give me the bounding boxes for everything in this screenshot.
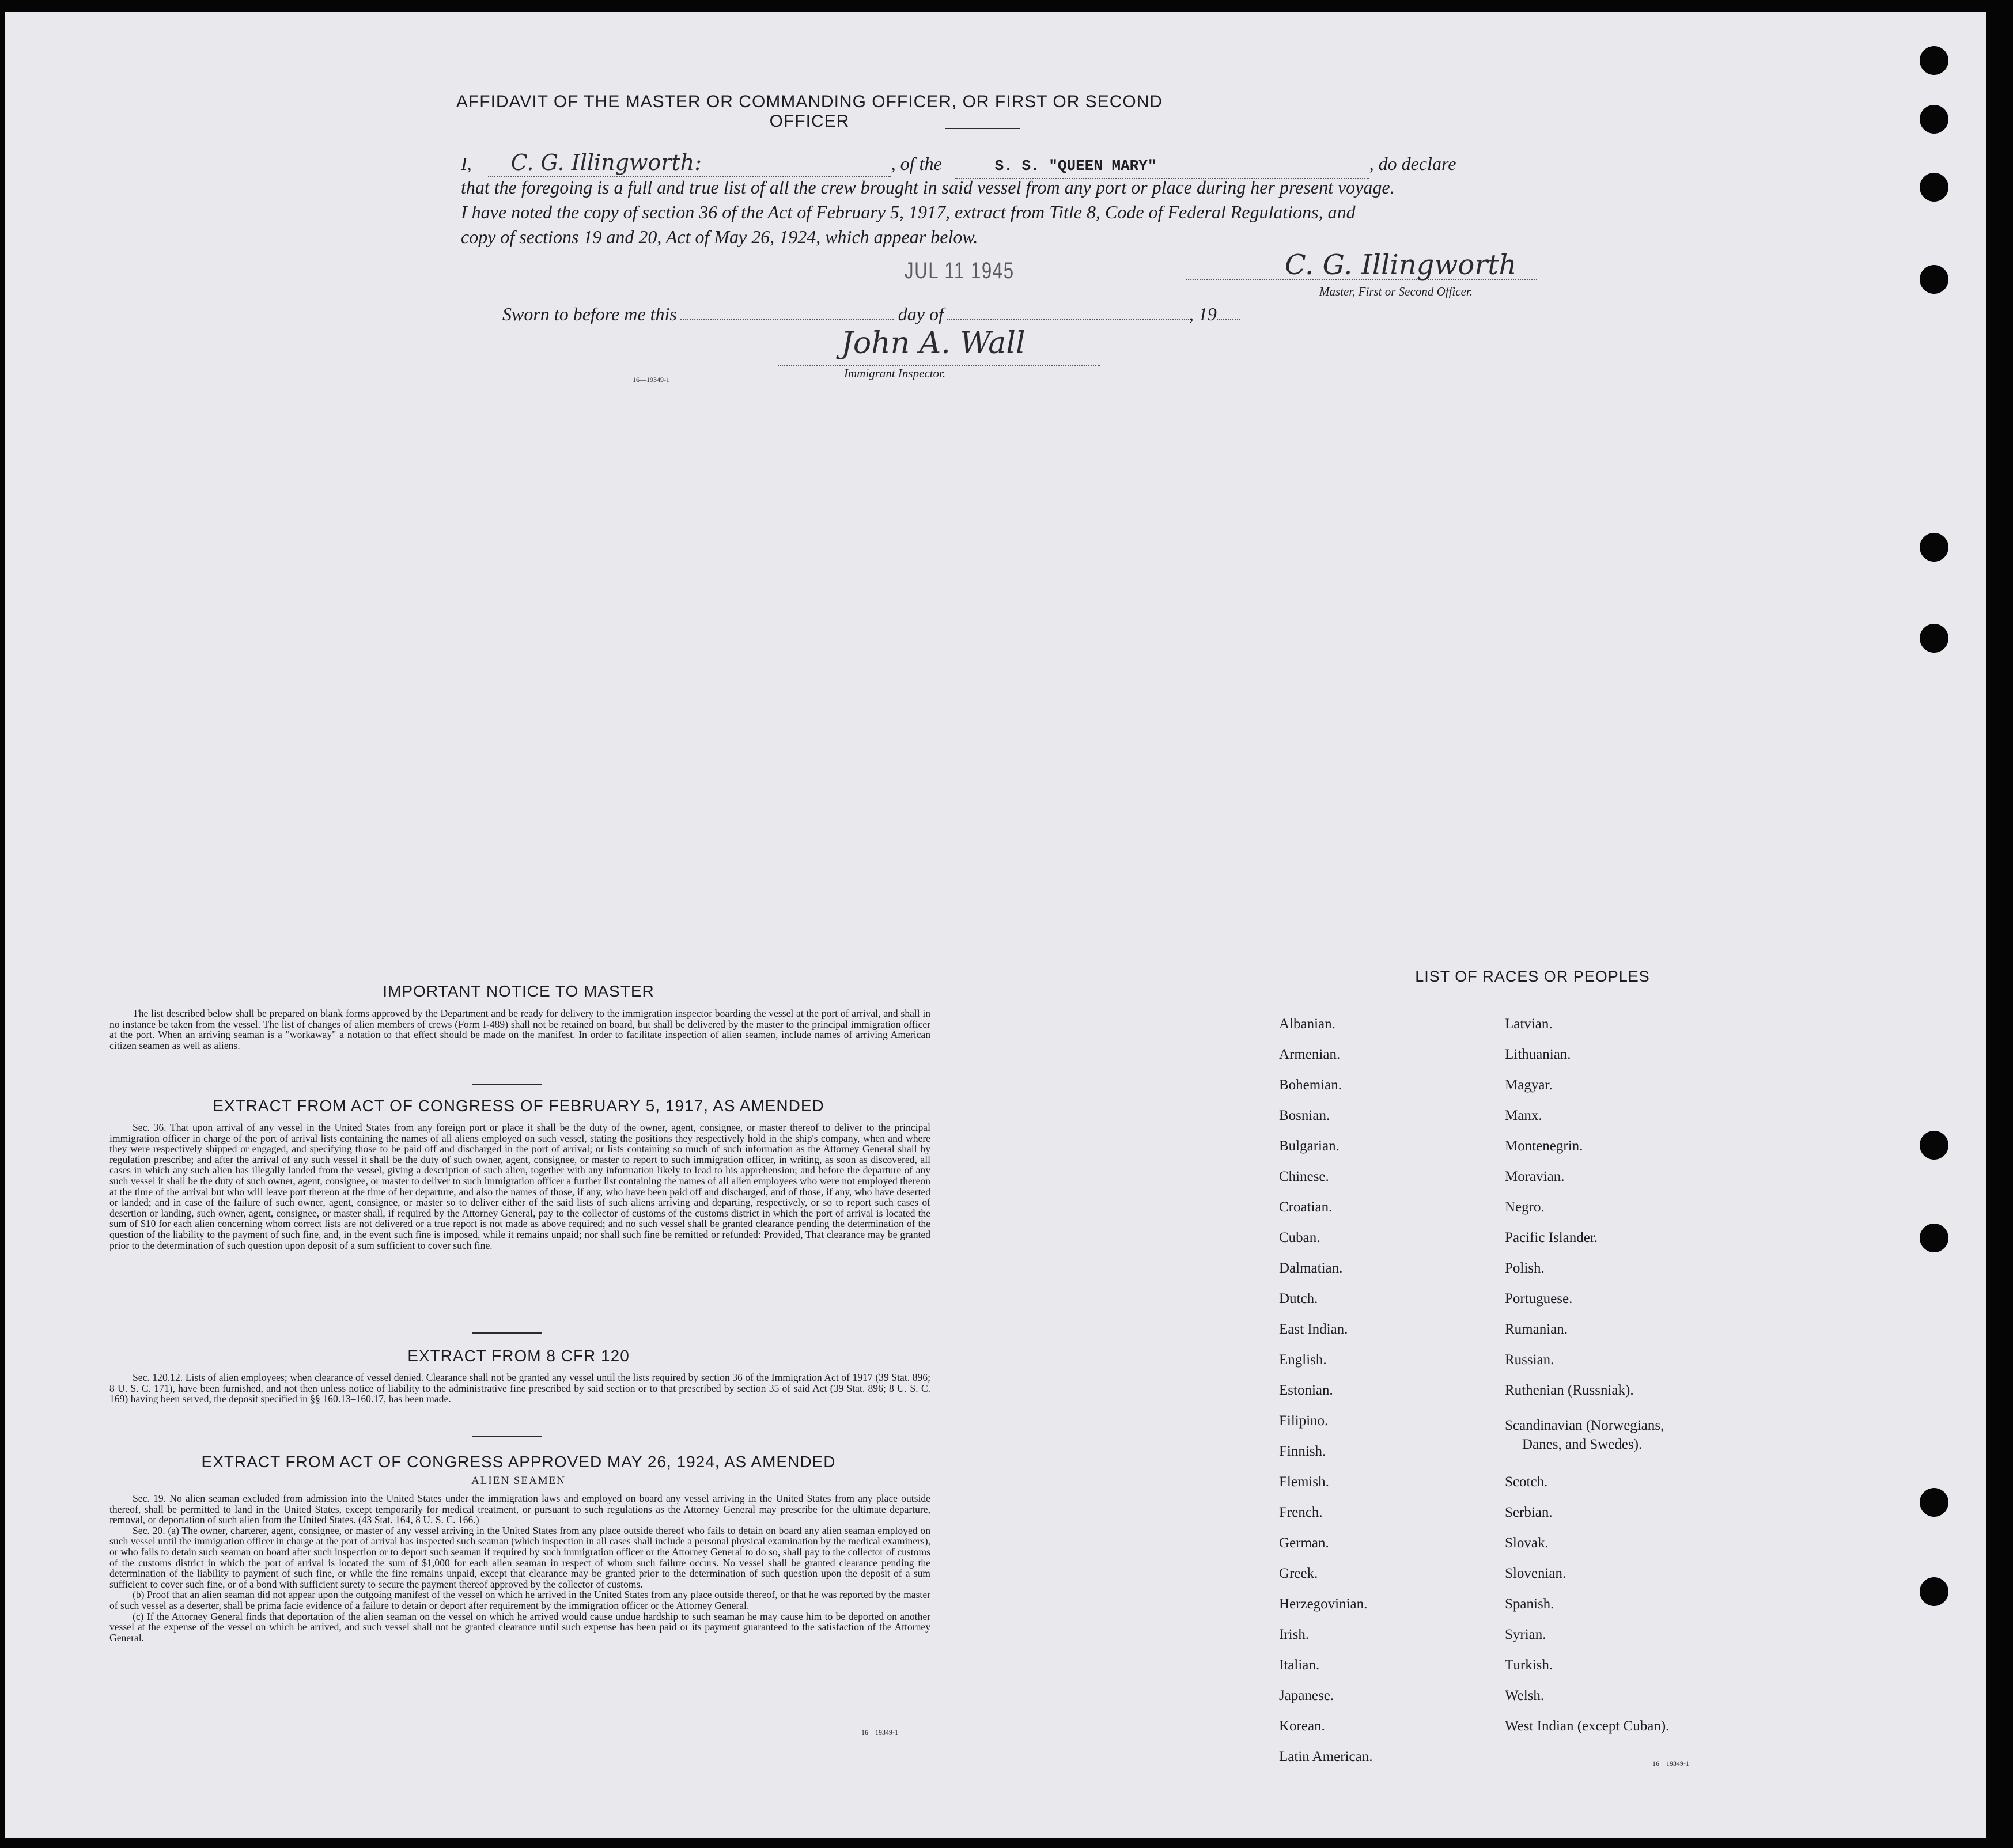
of-the-text: , of the <box>891 153 942 174</box>
scan-border-left <box>0 0 5 1848</box>
form-number: 16—19349-1 <box>861 1728 898 1736</box>
race-item: Italian. <box>1279 1657 1320 1673</box>
race-item: Dalmatian. <box>1279 1260 1343 1276</box>
sworn-year: , 19 <box>1189 304 1217 324</box>
race-item: Negro. <box>1505 1199 1545 1215</box>
race-item: Armenian. <box>1279 1047 1341 1062</box>
race-item: Turkish. <box>1505 1657 1553 1673</box>
form-number: 16—19349-1 <box>633 376 669 384</box>
divider <box>472 1084 542 1085</box>
race-item: Slovenian. <box>1505 1566 1566 1581</box>
race-item: Scotch. <box>1505 1474 1548 1490</box>
notice-body <box>109 1008 930 1051</box>
officer-name-field <box>488 151 891 177</box>
scan-border-right <box>1986 0 2013 1848</box>
race-item: Magyar. <box>1505 1077 1553 1093</box>
race-item: East Indian. <box>1279 1321 1348 1337</box>
race-item: Spanish. <box>1505 1596 1554 1612</box>
vessel-name-field <box>955 152 1369 179</box>
race-item: Polish. <box>1505 1260 1545 1276</box>
race-item: Serbian. <box>1505 1505 1553 1520</box>
sworn-day-of: day of <box>898 304 944 324</box>
section-20c-text: (c) If the Attorney General finds that deportation of the alien seaman on the vessel on which he arrived would cause undue hardship to such seaman he may cause him to be deported on another vessel at the expense of the vessel on which he arrived, and such vessel shall not be granted clearance until such expense has been paid or its payment guaranteed to the satisfaction of the Attorney General. <box>109 1610 930 1643</box>
officer-name: C. G. Illingworth: <box>510 150 702 175</box>
punch-hole <box>1920 624 1948 653</box>
section-36-text: Sec. 36. That upon arrival of any vessel in the United States from any foreign port or place it shall be the duty of the owner, agent, consignee, or master thereof to deliver to the principal immigration officer in charge of the port of arrival lists containing the names of all aliens employed on such vessel, stating the positions they respectively hold in the ship's company, when and where they were respectively shipped or engaged, and specifying those to be paid off and discharged in the port of arrival; or lists containing so much of such information as the Attorney General shall by regulation prescribe; and after the arrival of any such vessel it shall be the duty of such owner, agent, consignee, or master to report to such immigration officer, in writing, as soon as discovered, all cases in which any such alien has illegally landed from the vessel, giving a description of such alien, together with any information likely to lead to his apprehension; and before the departure of any such vessel it shall be the duty of such owner, agent, consignee, or master to deliver to such immigration officer a further list containing the names of all alien employees who were not employed thereon at the time of the arrival but who will leave port thereon at the time of her departure, and also the names of those, if any, who have been paid off and discharged, and of those, if any, who have deserted or landed; and in case of the failure of such owner, agent, consignee, or master so to deliver either of the said lists of such aliens arriving and departing, respectively, or so to report such cases of desertion or landing, such owner, agent, consignee, or master shall, if required by the Attorney General, pay to the collector of customs of the customs district in which the port of arrival is located the sum of $10 for each alien concerning whom correct lists are not delivered or a true report is not made as above required; and no such vessel shall be granted clearance pending the determination of the question of the liability to the payment of such fine, and, in the event such fine is imposed, while it remains unpaid; nor shall such fine be remitted or refunded: Provided, That clearance may be granted prior to the determination of such question upon deposit of a sum sufficient to cover such fine. <box>109 1122 930 1251</box>
punch-hole <box>1920 173 1948 202</box>
race-item: Korean. <box>1279 1718 1325 1734</box>
race-item: French. <box>1279 1505 1323 1520</box>
form-number: 16—19349-1 <box>1652 1759 1689 1767</box>
master-caption: Master, First or Second Officer. <box>1319 285 1473 298</box>
section-20b-text: (b) Proof that an alien seaman did not appear upon the outgoing manifest of the vessel on which he arrived in the United States from any place outside thereof, or that he was reported by the master of such vessel as a deserter, shall be prima facie evidence of a failure to detain or deport after requirement by the immigration officer or the Attorney General. <box>109 1589 930 1611</box>
punch-hole <box>1920 105 1948 134</box>
affidavit-title: AFFIDAVIT OF THE MASTER OR COMMANDING OFFICER, OR FIRST OR SECOND OFFICER <box>456 92 1163 131</box>
affidavit-line-3: I have noted the copy of section 36 of the Act of February 5, 1917, extract from Title 8, Code of Federal Regulations, and <box>461 202 1356 222</box>
race-item: Bohemian. <box>1279 1077 1342 1093</box>
race-item: Cuban. <box>1279 1230 1320 1245</box>
extract-1924-title: EXTRACT FROM ACT OF CONGRESS APPROVED MAY 26, 1924, AS AMENDED <box>201 1453 836 1471</box>
punch-hole <box>1920 1131 1948 1160</box>
race-item: West Indian (except Cuban). <box>1505 1718 1670 1734</box>
race-item: Portuguese. <box>1505 1291 1573 1307</box>
punch-hole <box>1920 265 1948 294</box>
divider <box>472 1332 542 1334</box>
sworn-line <box>502 302 1240 326</box>
race-item: Japanese. <box>1279 1688 1334 1703</box>
race-item: Moravian. <box>1505 1169 1565 1184</box>
section-120-12-text: Sec. 120.12. Lists of alien employees; when clearance of vessel denied. Clearance shall not be granted any vessel until the lists required by section 36 of the Immigration Act of 1917 (39 Stat. 896; 8 U. S. C. 171), have been furnished, and not then unless notice of liability to the administrative fine prescribed by said section or to that prescribed by section 35 of said Act (39 Stat. 896; 8 U. S. C. 169) having been served, the deposit specified in §§ 160.13–160.17, has been made. <box>109 1372 930 1405</box>
race-item: English. <box>1279 1352 1327 1368</box>
punch-hole <box>1920 1224 1948 1252</box>
races-title: LIST OF RACES OR PEOPLES <box>1415 968 1650 985</box>
extract-cfr-title: EXTRACT FROM 8 CFR 120 <box>407 1347 630 1365</box>
affidavit-line-4: copy of sections 19 and 20, Act of May 26, 1924, which appear below. <box>461 226 978 247</box>
vessel-name: S. S. "QUEEN MARY" <box>994 157 1157 175</box>
race-item: Dutch. <box>1279 1291 1318 1307</box>
race-item: Herzegovinian. <box>1279 1596 1368 1612</box>
affidavit-line-1 <box>461 151 1550 179</box>
race-item: Latin American. <box>1279 1749 1373 1764</box>
race-item: Russian. <box>1505 1352 1554 1368</box>
alien-seamen-subtitle: ALIEN SEAMEN <box>471 1475 566 1487</box>
sworn-prefix: Sworn to before me this <box>502 304 677 324</box>
race-item: Montenegrin. <box>1505 1138 1583 1154</box>
scan-border-top <box>0 0 2013 12</box>
extract-1924-body <box>109 1493 930 1643</box>
notice-text: The list described below shall be prepared on blank forms approved by the Department and be ready for delivery to the immigration inspector boarding the vessel at the port of arrival, and shall in no instance be taken from the vessel. The list of changes of alien members of crews (Form I-489) shall not be retained on board, but shall be delivered by the master to the principal immigration officer at the port. When an arriving seaman is a "workaway" a notation to that effect should be made on the manifest. In order to facilitate inspection of alien seamen, include names of arriving American citizen seamen as well as aliens. <box>109 1008 930 1051</box>
divider <box>472 1436 542 1437</box>
master-signature: C. G. Illingworth <box>1285 249 1517 281</box>
race-item: Filipino. <box>1279 1413 1329 1429</box>
race-item: Flemish. <box>1279 1474 1329 1490</box>
race-item: Irish. <box>1279 1627 1310 1642</box>
extract-1917-title: EXTRACT FROM ACT OF CONGRESS OF FEBRUARY 5, 1917, AS AMENDED <box>213 1097 824 1115</box>
punch-hole <box>1920 1577 1948 1606</box>
extract-1917-body <box>109 1122 930 1251</box>
date-stamp: JUL 11 1945 <box>905 258 1015 283</box>
sworn-year-field <box>1217 319 1240 320</box>
race-item: Chinese. <box>1279 1169 1329 1184</box>
extract-cfr-body <box>109 1372 930 1404</box>
race-item: Rumanian. <box>1505 1321 1568 1337</box>
scan-border-bottom <box>0 1838 2013 1848</box>
race-item: Scandinavian (Norwegians, <box>1505 1418 1664 1433</box>
race-item: Greek. <box>1279 1566 1318 1581</box>
race-item: Ruthenian (Russniak). <box>1505 1383 1634 1398</box>
punch-hole <box>1920 1488 1948 1517</box>
notice-title: IMPORTANT NOTICE TO MASTER <box>383 982 654 1000</box>
punch-hole <box>1920 46 1948 75</box>
race-item: Estonian. <box>1279 1383 1333 1398</box>
race-item: Finnish. <box>1279 1444 1326 1459</box>
race-item: Lithuanian. <box>1505 1047 1571 1062</box>
inspector-caption: Immigrant Inspector. <box>844 366 946 380</box>
divider <box>945 128 1020 129</box>
race-item: Latvian. <box>1505 1016 1553 1032</box>
inspector-signature: John A. Wall <box>841 326 1026 361</box>
race-item: Bosnian. <box>1279 1108 1330 1123</box>
race-item: Syrian. <box>1505 1627 1546 1642</box>
declaration-suffix: , do declare <box>1369 153 1456 174</box>
race-item: Croatian. <box>1279 1199 1333 1215</box>
race-item: Manx. <box>1505 1108 1542 1123</box>
declaration-prefix: I, <box>461 153 472 174</box>
affidavit-line-2: that the foregoing is a full and true list of all the crew brought in said vessel from any port or place during her present voyage. <box>461 177 1395 198</box>
punch-hole <box>1920 533 1948 562</box>
sworn-day-field <box>680 319 894 320</box>
race-item: Slovak. <box>1505 1535 1549 1551</box>
race-item: German. <box>1279 1535 1329 1551</box>
section-19-text: Sec. 19. No alien seaman excluded from admission into the United States under the immigration laws and employed on board any vessel arriving in the United States from any place outside thereof, shall be permitted to land in the United States, except temporarily for medical treatment, or pursuant to such regulations as the Attorney General may prescribe for the ultimate departure, removal, or deportation of such alien from the United States. (43 Stat. 164, 8 U. S. C. 166.) <box>109 1493 930 1526</box>
section-20a-text: Sec. 20. (a) The owner, charterer, agent, consignee, or master of any vessel arriving in the United States from any place outside thereof who fails to detain on board any alien seaman employed on such vessel until the immigration officer in charge at the port of arrival has inspected such seaman (which inspection in all cases shall include a personal physical examination by the medical examiners), or who fails to detain such seaman on board after such inspection or to deport such seaman if required by such immigration officer or the Attorney General to do so, shall pay to the collector of customs of the customs district in which the port of arrival is located the sum of $1,000 for each alien seaman in respect of whom such failure occurs. No vessel shall be granted clearance pending the determination of the liability to payment of such fine, or while the fine remains unpaid, except that clearance may be granted prior to the determination of such question upon the deposit of a sum sufficient to cover such fine, or of a bond with sufficient surety to secure the payment thereof approved by the collector of customs. <box>109 1524 930 1590</box>
race-item: Welsh. <box>1505 1688 1545 1703</box>
race-item: Bulgarian. <box>1279 1138 1340 1154</box>
race-item: Danes, and Swedes). <box>1522 1437 1643 1452</box>
race-item: Albanian. <box>1279 1016 1335 1032</box>
sworn-month-field <box>947 319 1189 320</box>
race-item: Pacific Islander. <box>1505 1230 1598 1245</box>
